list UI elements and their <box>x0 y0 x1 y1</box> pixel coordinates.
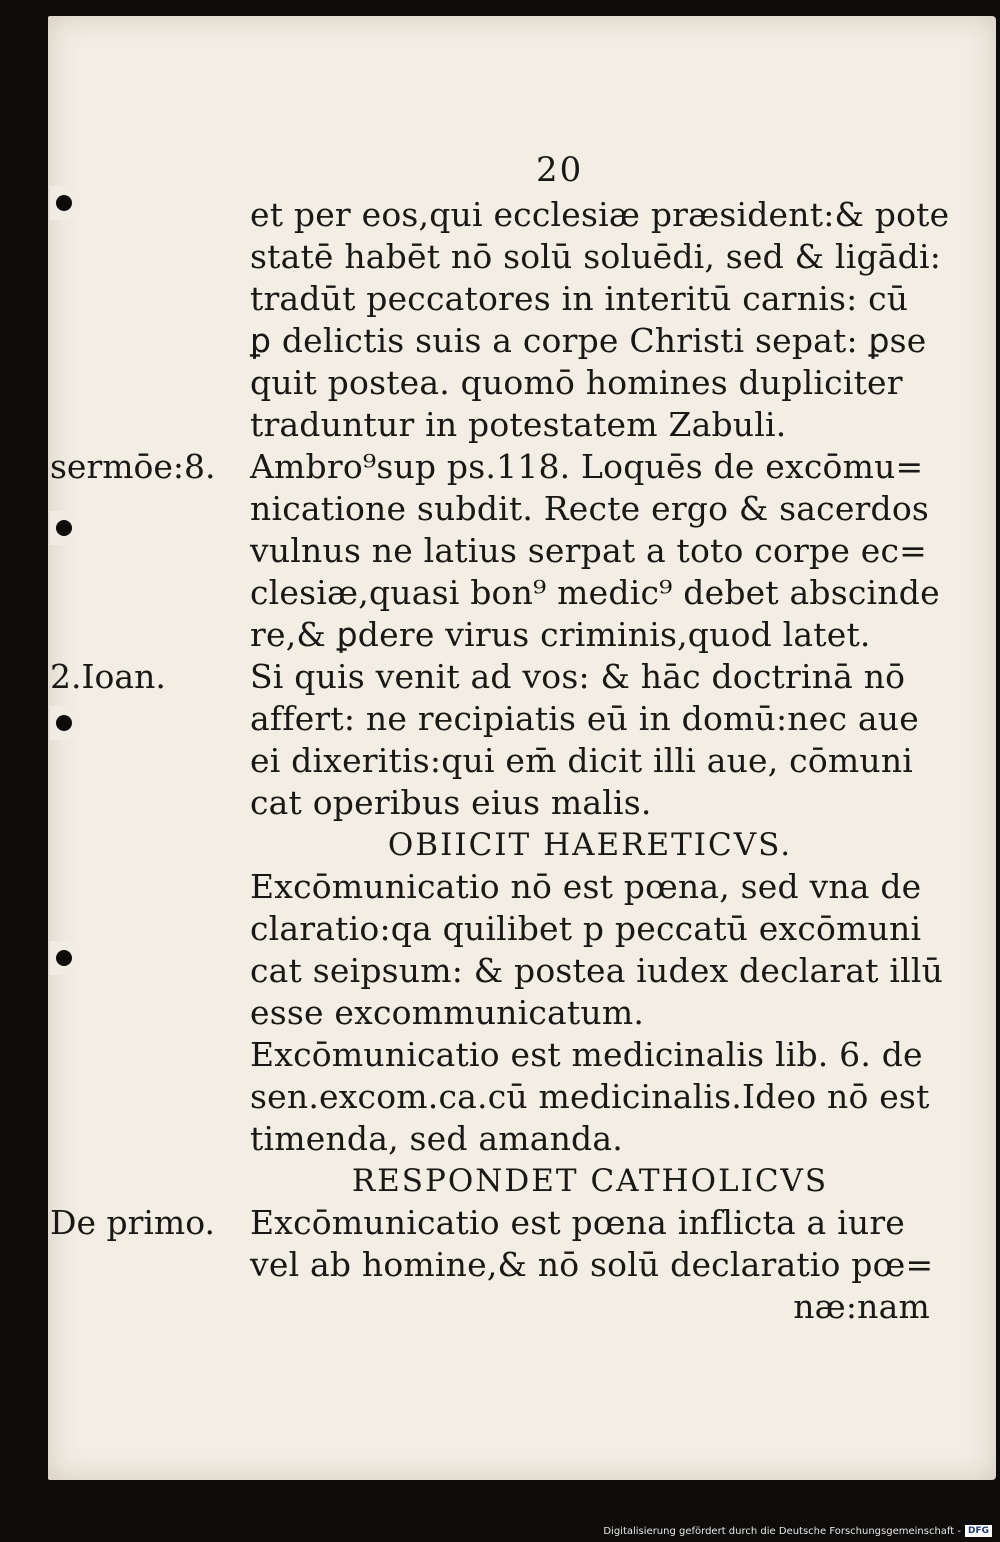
page-number: 20 <box>536 150 584 190</box>
text-line: et per eos,qui ecclesiæ præsident:& pote <box>250 195 950 234</box>
text-line: statē habēt nō solū soluēdi, sed & ligādi: <box>250 237 942 276</box>
text-line: quit postea. quomō homines dupliciter <box>250 363 903 402</box>
text-line: clesiæ,quasi bon⁹ medic⁹ debet abscinde <box>250 573 940 612</box>
credit-text: Digitalisierung gefördert durch die Deutsche Forschungsgemeinschaft - <box>603 1525 961 1537</box>
body-text <box>250 194 950 1328</box>
margin-note: 2.Ioan. <box>50 657 166 696</box>
text-line: esse excommunicatum. <box>250 993 645 1032</box>
text-line: Si quis venit ad vos: & hāc doctrinā nō <box>250 657 906 696</box>
text-line: nicatione subdit. Recte ergo & sacerdos <box>250 489 930 528</box>
margin-note: De primo. <box>50 1203 215 1242</box>
section-heading: RESPONDET CATHOLICVS <box>351 1163 829 1199</box>
text-line: affert: ne recipiatis eū in domū:nec aue <box>250 699 919 738</box>
text-line: Excōmunicatio est medicinalis lib. 6. de <box>250 1035 923 1074</box>
text-line: Ambro⁹sup ps.118. Loquēs de excōmu= <box>250 447 924 486</box>
text-line: ei dixeritis:qui em̄ dicit illi aue, cōmuni <box>250 741 914 780</box>
text-line: Excōmunicatio est pœna inflicta a iure <box>250 1203 906 1242</box>
text-line: næ:nam <box>793 1287 930 1326</box>
text-line: ꝑ delictis suis a corpe Christi sepat: ꝑse <box>250 321 927 360</box>
text-line: sen.excom.ca.cū medicinalis.Ideo nō est <box>250 1077 930 1116</box>
page-edge-hole <box>50 511 80 545</box>
page-edge-hole <box>50 941 80 975</box>
text-line: claratio:qa quilibet p peccatū excōmuni <box>250 909 922 948</box>
margin-note: sermōe:8. <box>50 447 216 486</box>
digitization-credit <box>603 1523 992 1539</box>
text-line: traduntur in potestatem Zabuli. <box>250 405 787 444</box>
text-line: Excōmunicatio nō est pœna, sed vna de <box>250 867 922 906</box>
text-line: vulnus ne latius serpat a toto corpe ec= <box>250 531 928 570</box>
text-line: tradūt peccatores in interitū carnis: cū <box>250 279 909 318</box>
text-line: vel ab homine,& nō solū declaratio pœ= <box>250 1245 934 1284</box>
page-edge-hole <box>50 186 80 220</box>
page-edge-hole <box>50 706 80 740</box>
text-line: cat seipsum: & postea iudex declarat illū <box>250 951 944 990</box>
text-line: re,& ꝑdere virus criminis,quod latet. <box>250 615 871 654</box>
section-heading: OBIICIT HAERETICVS. <box>387 827 793 863</box>
text-line: timenda, sed amanda. <box>250 1119 623 1158</box>
dfg-logo: DFG <box>965 1525 992 1537</box>
text-line: cat operibus eius malis. <box>250 783 652 822</box>
